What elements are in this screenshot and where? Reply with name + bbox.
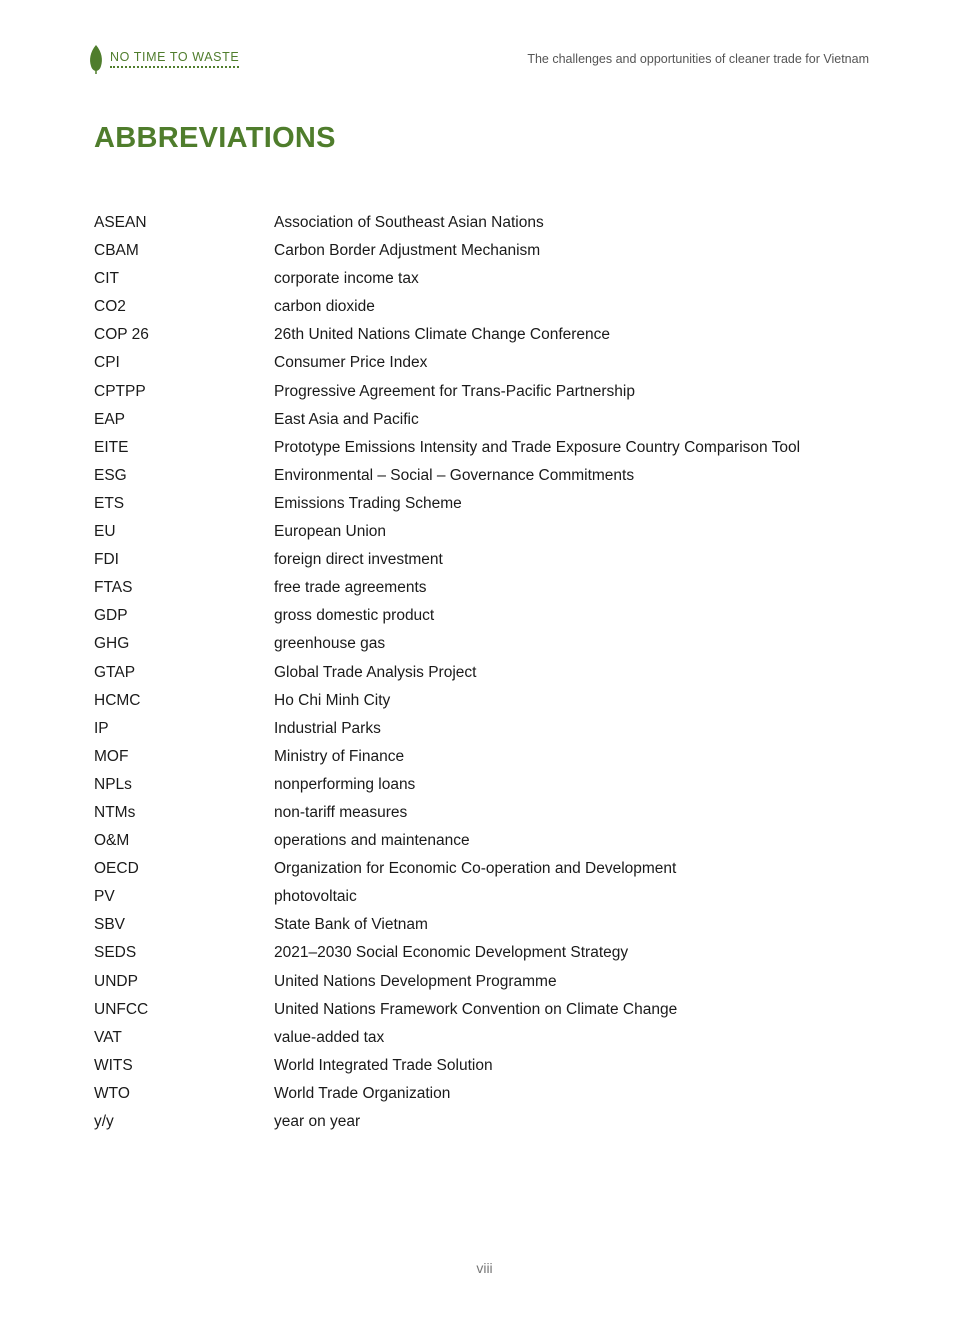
- abbreviation-row: [94, 209, 884, 237]
- abbreviation-row: [94, 827, 884, 855]
- abbreviation-term: UNFCC: [94, 1000, 149, 1018]
- abbreviation-term: SEDS: [94, 944, 137, 962]
- abbreviation-term: CO2: [94, 298, 126, 316]
- abbreviation-term: EU: [94, 523, 116, 541]
- abbreviation-row: [94, 743, 884, 771]
- abbreviation-definition: photovoltaic: [274, 888, 357, 906]
- abbreviation-term: ESG: [94, 466, 127, 484]
- abbreviation-row: [94, 939, 884, 967]
- abbreviation-term: VAT: [94, 1028, 122, 1046]
- abbreviation-definition: United Nations Development Programme: [274, 972, 557, 990]
- abbreviation-term: FDI: [94, 551, 119, 569]
- abbreviation-definition: carbon dioxide: [274, 298, 375, 316]
- abbreviation-term: UNDP: [94, 972, 138, 990]
- abbreviation-definition: corporate income tax: [274, 270, 419, 288]
- abbreviation-term: CBAM: [94, 242, 139, 260]
- abbreviation-term: OECD: [94, 860, 139, 878]
- page-title: ABBREVIATIONS: [94, 122, 336, 154]
- abbreviation-row: [94, 630, 884, 658]
- abbreviation-definition: East Asia and Pacific: [274, 410, 419, 428]
- abbreviation-term: GHG: [94, 635, 130, 653]
- abbreviation-row: [94, 855, 884, 883]
- abbreviation-row: [94, 1052, 884, 1080]
- abbreviation-row: [94, 490, 884, 518]
- abbreviation-definition: operations and maintenance: [274, 832, 470, 850]
- abbreviation-row: [94, 687, 884, 715]
- abbreviation-term: FTAS: [94, 579, 133, 597]
- abbreviation-term: ASEAN: [94, 214, 147, 231]
- abbreviation-row: [94, 518, 884, 546]
- abbreviation-definition: Ministry of Finance: [274, 747, 405, 765]
- abbreviation-term: EITE: [94, 438, 129, 456]
- abbreviation-definition: European Union: [274, 523, 387, 541]
- abbreviation-row: [94, 293, 884, 321]
- abbreviation-definition: 26th United Nations Climate Change Conference: [274, 326, 611, 344]
- abbreviation-row: [94, 771, 884, 799]
- abbreviation-row: [94, 349, 884, 377]
- abbreviation-term: MOF: [94, 747, 129, 765]
- abbreviation-definition: nonperforming loans: [274, 775, 416, 793]
- abbreviation-term: CPI: [94, 354, 120, 372]
- abbreviation-term: O&M: [94, 832, 130, 850]
- abbreviation-definition: United Nations Framework Convention on Climate Change: [274, 1000, 678, 1018]
- abbreviation-row: [94, 968, 884, 996]
- abbreviation-term: SBV: [94, 916, 126, 934]
- abbreviation-row: [94, 715, 884, 743]
- abbreviation-term: CPTPP: [94, 382, 146, 400]
- abbreviation-definition: year on year: [274, 1113, 361, 1130]
- report-title: The challenges and opportunities of cleaner trade for Vietnam: [527, 52, 869, 66]
- abbreviation-term: IP: [94, 719, 109, 737]
- abbreviation-row: [94, 799, 884, 827]
- abbreviation-definition: foreign direct investment: [274, 551, 443, 569]
- abbreviation-definition: Ho Chi Minh City: [274, 691, 391, 709]
- abbreviation-row: [94, 378, 884, 406]
- abbreviation-row: [94, 462, 884, 490]
- abbreviation-definition: Industrial Parks: [274, 719, 381, 737]
- abbreviation-row: [94, 237, 884, 265]
- abbreviation-term: NTMs: [94, 803, 136, 821]
- abbreviation-row: [94, 406, 884, 434]
- abbreviation-definition: World Integrated Trade Solution: [274, 1056, 493, 1074]
- abbreviation-row: [94, 996, 884, 1024]
- abbreviation-definition: free trade agreements: [274, 579, 427, 597]
- abbreviation-row: [94, 546, 884, 574]
- abbreviation-row: [94, 321, 884, 349]
- abbreviation-definition: State Bank of Vietnam: [274, 916, 428, 934]
- abbreviation-definition: Prototype Emissions Intensity and Trade Exposure Country Comparison Tool: [274, 438, 801, 456]
- abbreviation-term: PV: [94, 888, 115, 906]
- abbreviation-definition: 2021–2030 Social Economic Development Strategy: [274, 944, 629, 962]
- abbreviation-row: [94, 602, 884, 630]
- abbreviation-definition: Environmental – Social – Governance Commitments: [274, 466, 635, 484]
- abbreviation-term: WITS: [94, 1056, 133, 1074]
- abbreviation-row: [94, 1024, 884, 1052]
- abbreviation-definition: Carbon Border Adjustment Mechanism: [274, 242, 541, 260]
- abbreviation-row: [94, 1080, 884, 1108]
- abbreviation-definition: Global Trade Analysis Project: [274, 663, 477, 681]
- abbreviation-definition: gross domestic product: [274, 607, 435, 625]
- abbreviation-term: WTO: [94, 1084, 130, 1102]
- abbreviation-row: [94, 1108, 884, 1136]
- abbreviation-row: [94, 911, 884, 939]
- abbreviation-row: [94, 265, 884, 293]
- leaf-icon: [88, 44, 104, 74]
- brand-logo: [88, 44, 239, 74]
- abbreviation-definition: World Trade Organization: [274, 1084, 451, 1102]
- abbreviation-term: GDP: [94, 607, 128, 625]
- abbreviation-term: HCMC: [94, 691, 141, 709]
- abbreviation-term: EAP: [94, 410, 126, 428]
- abbreviation-term: ETS: [94, 494, 125, 512]
- abbreviation-row: [94, 883, 884, 911]
- abbreviation-term: GTAP: [94, 663, 136, 681]
- abbreviation-term: y/y: [94, 1113, 114, 1130]
- abbreviation-definition: Association of Southeast Asian Nations: [274, 214, 544, 231]
- abbreviation-definition: value-added tax: [274, 1028, 385, 1046]
- abbreviation-term: CIT: [94, 270, 119, 288]
- abbreviation-row: [94, 434, 884, 462]
- abbreviation-term: NPLs: [94, 775, 132, 793]
- abbreviation-definition: non-tariff measures: [274, 803, 408, 821]
- brand-name: NO TIME TO WASTE: [110, 50, 239, 68]
- abbreviation-definition: Progressive Agreement for Trans-Pacific Partnership: [274, 382, 635, 400]
- abbreviation-row: [94, 659, 884, 687]
- abbreviation-row: [94, 574, 884, 602]
- abbreviation-definition: Emissions Trading Scheme: [274, 494, 462, 512]
- abbreviations-list: [94, 209, 884, 1136]
- abbreviation-definition: greenhouse gas: [274, 635, 386, 653]
- page-number: viii: [476, 1260, 493, 1276]
- abbreviation-definition: Organization for Economic Co-operation and Development: [274, 860, 677, 878]
- abbreviation-definition: Consumer Price Index: [274, 354, 428, 372]
- abbreviation-term: COP 26: [94, 326, 149, 344]
